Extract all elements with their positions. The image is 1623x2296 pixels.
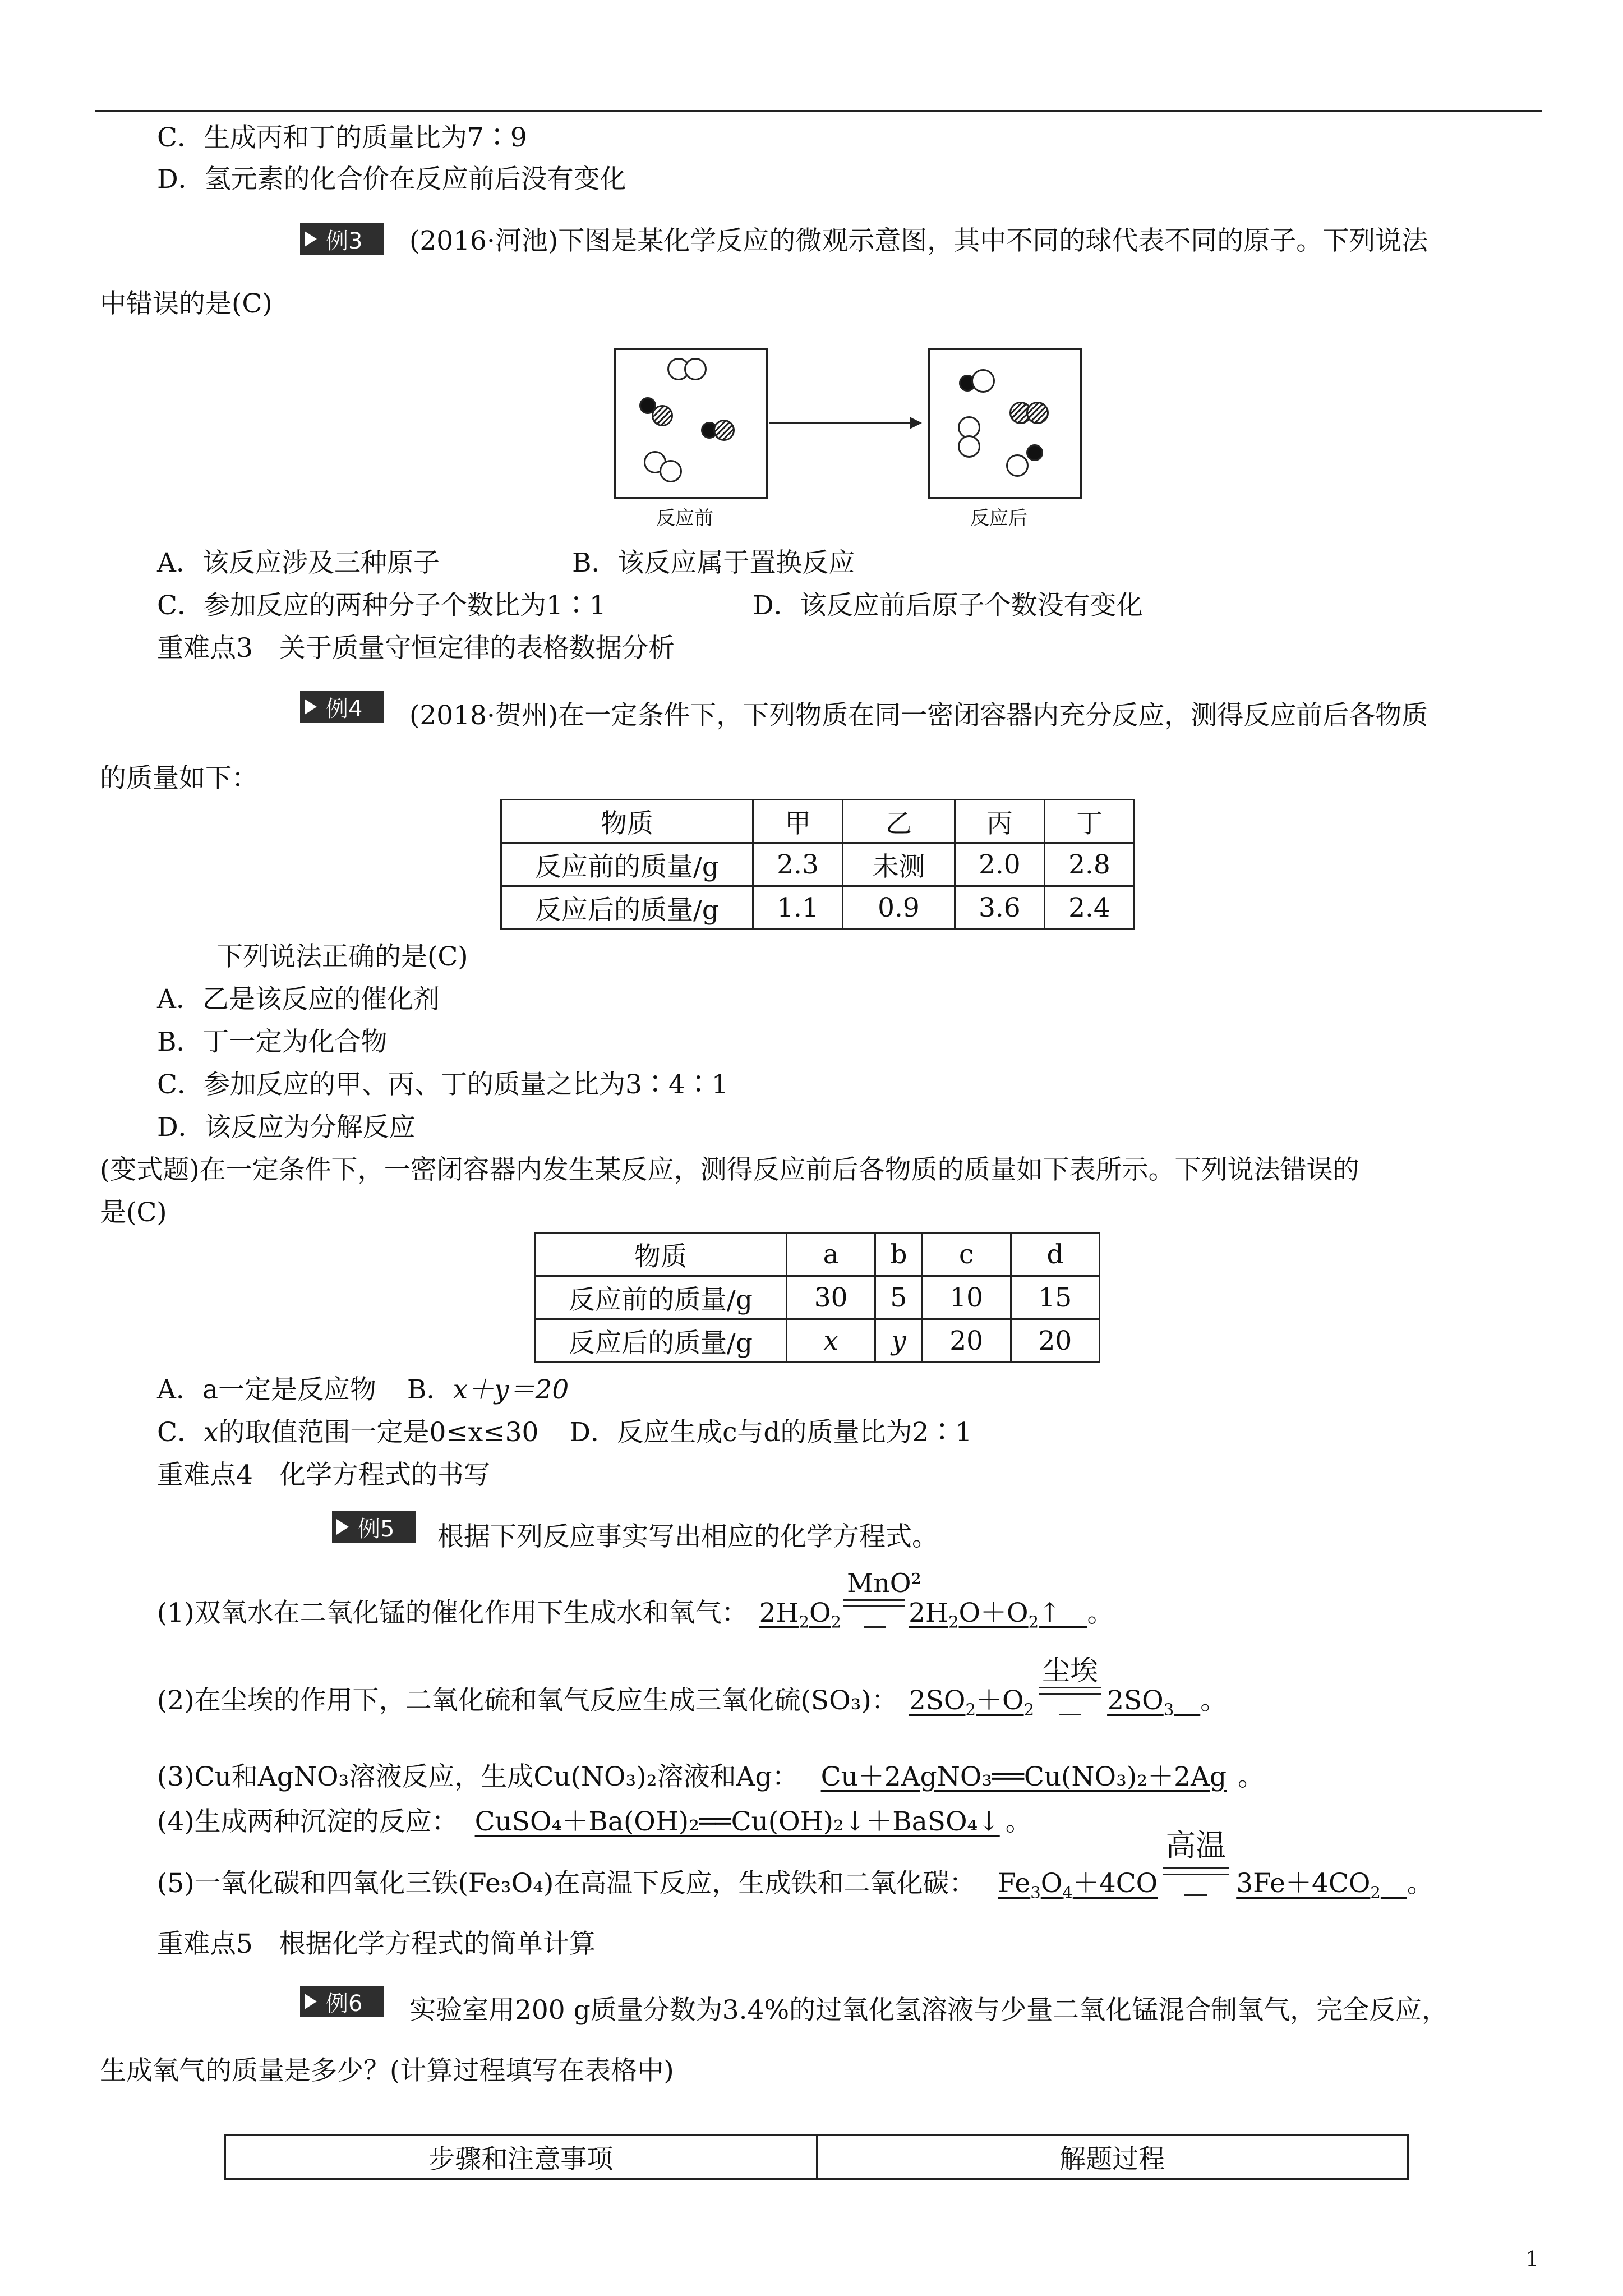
period: 。 xyxy=(1005,1806,1032,1837)
black-atom xyxy=(1026,444,1043,461)
box-after xyxy=(928,348,1082,499)
data-table-1 xyxy=(500,799,1135,930)
table-cell: 反应前的质量/g xyxy=(501,843,753,886)
example-badge-4: 例4 xyxy=(300,691,384,723)
reaction-arrow xyxy=(769,422,914,424)
variant-option-c-rest: 的取值范围一定是0≤x≤30 xyxy=(218,1417,539,1448)
variant-option-b-prefix: B． xyxy=(407,1374,453,1405)
period: 。 xyxy=(1407,1868,1433,1899)
example-4-line2: 的质量如下： xyxy=(100,763,258,794)
example-3-option-b: B．该反应属于置换反应 xyxy=(572,547,855,578)
equation-4 xyxy=(157,1806,1032,1837)
table-cell: 5 xyxy=(875,1276,922,1319)
table-cell: x xyxy=(787,1319,875,1363)
example-badge-5: 例5 xyxy=(332,1511,416,1543)
variant-option-c-x: x xyxy=(203,1417,219,1448)
table-header-row xyxy=(225,2135,1408,2179)
table-cell: b xyxy=(875,1233,922,1276)
white-atom xyxy=(684,358,707,380)
variant-options-cd xyxy=(157,1419,972,1446)
table-cell: 反应后的质量/g xyxy=(535,1319,787,1363)
example-3-option-c: C．参加反应的两种分子个数比为1∶1 xyxy=(157,590,606,621)
arrow-condition-1 xyxy=(841,1568,921,1622)
example-4-line1: (2018·贺州)在一定条件下，下列物质在同一密闭容器内充分反应，测得反应前后各物质 xyxy=(409,700,1428,731)
table-cell: d xyxy=(1011,1233,1099,1276)
condition-5: 高温 xyxy=(1165,1828,1227,1863)
label-before: 反应前 xyxy=(656,507,713,530)
table-row xyxy=(535,1276,1100,1319)
example-3-option-a: A．该反应涉及三种原子 xyxy=(157,547,440,578)
table-row xyxy=(501,843,1135,886)
arrow-condition-2 xyxy=(1034,1654,1107,1709)
white-atom xyxy=(660,460,682,482)
answer-3: Cu＋2AgNO₃══Cu(NO₃)₂＋2Ag xyxy=(820,1761,1227,1792)
example-3-option-d: D．该反应前后原子个数没有变化 xyxy=(753,590,1143,621)
question-5-text: (5)一氧化碳和四氧化三铁(Fe₃O₄)在高温下反应，生成铁和二氧化碳： xyxy=(157,1868,976,1899)
example-badge-3: 例3 xyxy=(300,223,384,255)
period: 。 xyxy=(1238,1761,1265,1792)
table-cell: 2.8 xyxy=(1044,843,1134,886)
equation-1 xyxy=(157,1568,1114,1632)
variant-options-ab xyxy=(157,1374,569,1405)
table-cell: 步骤和注意事项 xyxy=(225,2135,817,2179)
variant-option-d: D．反应生成c与d的质量比为2∶1 xyxy=(569,1417,972,1448)
condition-2: 尘埃 xyxy=(1042,1654,1099,1687)
table-cell: a xyxy=(787,1233,875,1276)
table-cell: 3.6 xyxy=(955,886,1044,930)
table-cell: 2.3 xyxy=(753,843,843,886)
play-icon xyxy=(305,1994,317,2009)
key-point-5: 重难点5 根据化学方程式的简单计算 xyxy=(157,1929,596,1959)
example-badge-6: 例6 xyxy=(300,1986,384,2017)
label-after: 反应后 xyxy=(970,507,1027,530)
variant-line2: 是(C) xyxy=(100,1197,167,1228)
answer-1-product: $2H_2O+O_2↑$ xyxy=(909,1598,1087,1632)
example-4-option-a: A．乙是该反应的催化剂 xyxy=(157,984,440,1015)
table-cell: 2.4 xyxy=(1044,886,1134,930)
example-4-option-d: D．该反应为分解反应 xyxy=(157,1112,416,1143)
table-cell: 10 xyxy=(922,1276,1011,1319)
table-cell: y xyxy=(875,1319,922,1363)
header-rule xyxy=(95,110,1542,112)
table-cell: 15 xyxy=(1011,1276,1099,1319)
question-3-text: (3)Cu和AgNO₃溶液反应，生成Cu(NO₃)₂溶液和Ag： xyxy=(157,1761,799,1792)
question-4-text: (4)生成两种沉淀的反应： xyxy=(157,1806,458,1837)
equation-2 xyxy=(157,1654,1227,1719)
table-cell: 反应后的质量/g xyxy=(501,886,753,930)
play-icon xyxy=(305,699,317,715)
data-table-2 xyxy=(534,1232,1100,1363)
condition-dash xyxy=(1059,1714,1081,1715)
period: 。 xyxy=(1087,1598,1114,1628)
example-4-option-b: B．丁一定为化合物 xyxy=(157,1027,388,1057)
hatched-atom xyxy=(652,405,673,426)
arrow-head-icon xyxy=(910,417,922,429)
option-c-prev: C．生成丙和丁的质量比为7∶9 xyxy=(157,122,527,153)
white-atom xyxy=(958,435,980,458)
variant-option-b-expr: x＋y＝20 xyxy=(453,1374,569,1405)
table-cell: c xyxy=(922,1233,1011,1276)
example-6-line2: 生成氧气的质量是多少？(计算过程填写在表格中) xyxy=(100,2055,674,2086)
hatched-atom xyxy=(1026,402,1049,424)
answer-1: $2H_2O_2$ xyxy=(759,1598,842,1632)
table-header-row xyxy=(535,1233,1100,1276)
table-cell: 未测 xyxy=(843,843,955,886)
example-5-intro: 根据下列反应事实写出相应的化学方程式。 xyxy=(437,1521,938,1552)
box-before xyxy=(614,348,768,499)
variant-option-a: A．a一定是反应物 xyxy=(157,1374,376,1405)
equation-3 xyxy=(157,1761,1265,1792)
equals-sign xyxy=(1039,1687,1101,1695)
table-cell: 丁 xyxy=(1044,800,1134,843)
table-cell: 物质 xyxy=(535,1233,787,1276)
example-4-question: 下列说法正确的是(C) xyxy=(216,941,468,972)
equation-5 xyxy=(157,1828,1433,1902)
key-point-4: 重难点4 化学方程式的书写 xyxy=(157,1460,490,1490)
table-header-row xyxy=(501,800,1135,843)
variant-line1: (变式题)在一定条件下，一密闭容器内发生某反应，测得反应前后各物质的质量如下表所示。下列说法错误的 xyxy=(100,1154,1359,1185)
table-cell: 反应前的质量/g xyxy=(535,1276,787,1319)
example-3-line2: 中错误的是(C) xyxy=(100,288,273,319)
condition-1: MnO² xyxy=(847,1568,921,1598)
table-cell: 1.1 xyxy=(753,886,843,930)
question-2-text: (2)在尘埃的作用下，二氧化硫和氧气反应生成三氧化硫(SO₃)： xyxy=(157,1685,898,1716)
table-cell: 甲 xyxy=(753,800,843,843)
example-6-line1: 实验室用200 g质量分数为3.4%的过氧化氢溶液与少量二氧化锰混合制氧气，完全反应， xyxy=(409,1995,1449,2026)
equals-sign xyxy=(843,1599,905,1607)
answer-5: $Fe_3O_4+4CO$ xyxy=(998,1868,1158,1902)
table-cell: 20 xyxy=(922,1319,1011,1363)
option-d-prev: D．氢元素的化合价在反应前后没有变化 xyxy=(157,164,626,195)
condition-dash xyxy=(864,1626,886,1628)
table-row xyxy=(535,1319,1100,1363)
table-cell: 0.9 xyxy=(843,886,955,930)
period: 。 xyxy=(1200,1685,1227,1716)
answer-2-product: $2SO_3$ xyxy=(1107,1685,1174,1719)
table-row xyxy=(501,886,1135,930)
solution-table xyxy=(224,2134,1409,2180)
white-atom xyxy=(971,369,995,393)
hatched-atom xyxy=(713,420,735,441)
page-number: 1 xyxy=(1525,2247,1539,2271)
variant-option-c-prefix: C． xyxy=(157,1417,204,1448)
play-icon xyxy=(305,231,317,247)
table-cell: 20 xyxy=(1011,1319,1099,1363)
play-icon xyxy=(336,1519,349,1535)
example-3-line1: (2016·河池)下图是某化学反应的微观示意图，其中不同的球代表不同的原子。下列说法 xyxy=(409,226,1428,256)
answer-4: CuSO₄＋Ba(OH)₂══Cu(OH)₂↓＋BaSO₄↓ xyxy=(474,1806,1000,1837)
question-1-text: (1)双氧水在二氧化锰的催化作用下生成水和氧气： xyxy=(157,1598,748,1628)
example-4-option-c: C．参加反应的甲、丙、丁的质量之比为3∶4∶1 xyxy=(157,1069,728,1100)
key-point-3: 重难点3 关于质量守恒定律的表格数据分析 xyxy=(157,633,675,664)
table-cell: 30 xyxy=(787,1276,875,1319)
table-cell: 解题过程 xyxy=(817,2135,1408,2179)
table-cell: 丙 xyxy=(955,800,1044,843)
table-cell: 2.0 xyxy=(955,843,1044,886)
white-atom xyxy=(1006,454,1029,477)
table-cell: 乙 xyxy=(843,800,955,843)
table-cell: 物质 xyxy=(501,800,753,843)
answer-5-product: $3Fe+4CO_2$ xyxy=(1236,1868,1381,1902)
arrow-condition-5 xyxy=(1158,1828,1236,1892)
condition-dash xyxy=(1184,1894,1207,1896)
answer-2: $2SO_2+O_2$ xyxy=(909,1685,1035,1719)
equals-sign xyxy=(1163,1867,1229,1875)
